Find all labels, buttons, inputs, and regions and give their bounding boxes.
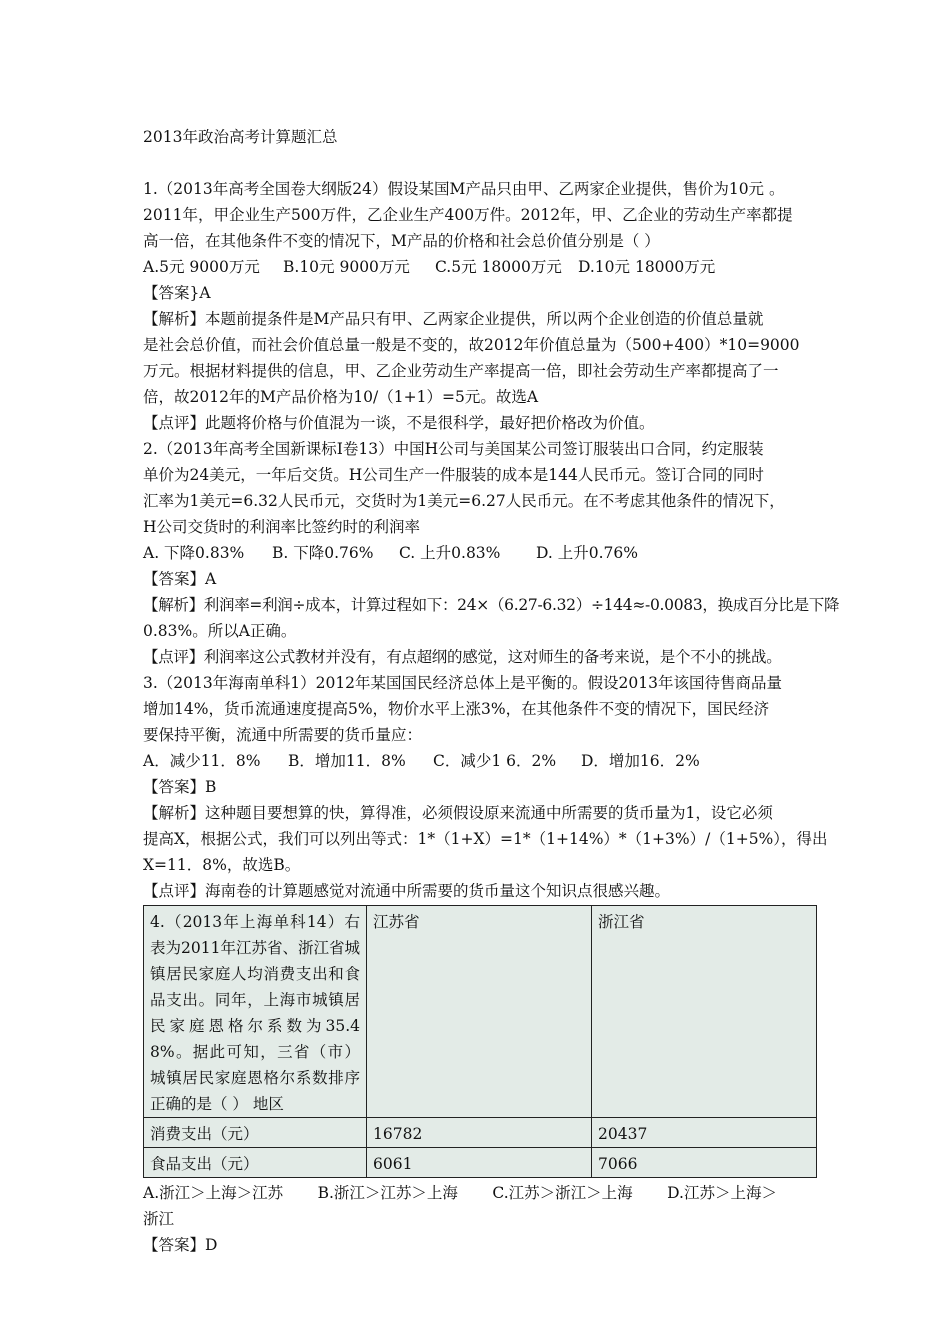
engel-data-table: [143, 905, 817, 1178]
table-cell: 7066: [592, 1148, 817, 1178]
question-text-line: 高一倍，在其他条件不变的情况下，M产品的价格和社会总价值分别是（ ）: [143, 232, 660, 250]
answer-options-continued: 浙江: [143, 1210, 175, 1228]
table-header-row: [144, 906, 817, 1118]
answer: 【答案}A: [143, 284, 211, 302]
question-text-line: 1.（2013年高考全国卷大纲版24）假设某国M产品只由甲、乙两家企业提供，售价为10元 。: [143, 180, 785, 198]
option-c: C．减少1 6．2%: [433, 752, 557, 770]
table-row: [144, 1118, 817, 1148]
question-text-line: 单价为24美元，一年后交货。H公司生产一件服装的成本是144人民币元。签订合同的同时: [143, 466, 764, 484]
table-row: [144, 1148, 817, 1178]
answer: 【答案】B: [143, 778, 217, 796]
option-c: C.5元 18000万元: [435, 258, 562, 276]
analysis-line: 【解析】利润率=利润÷成本，计算过程如下：24×（6.27-6.32）÷144≈-0.0083，换成百分比是下降: [143, 596, 840, 614]
comment: 【点评】此题将价格与价值混为一谈，不是很科学，最好把价格改为价值。: [143, 414, 655, 432]
analysis-line: 0.83%。所以A正确。: [143, 622, 297, 640]
question-3: [143, 670, 828, 904]
option-d: D. 上升0.76%: [536, 544, 638, 562]
row-label: 食品支出（元）: [144, 1148, 367, 1178]
question-2: [143, 436, 840, 670]
question-text-line: 增加14%，货币流通速度提高5%，物价水平上涨3%，在其他条件不变的情况下，国民经济: [143, 700, 770, 718]
question-text-line: H公司交货时的利润率比签约时的利润率: [143, 518, 421, 536]
answer-options: [143, 748, 816, 774]
answer: 【答案】D: [143, 1236, 218, 1254]
analysis-line: 是社会总价值，而社会价值总量一般是不变的，故2012年价值总量为（500+400）*10=9000: [143, 336, 800, 354]
analysis-line: 万元。根据材料提供的信息，甲、乙企业劳动生产率提高一倍，即社会劳动生产率都提高了一: [143, 362, 779, 380]
option-d: D．增加16．2%: [581, 752, 700, 770]
option-a: A. 下降0.83%: [143, 544, 245, 562]
table-cell: 16782: [367, 1118, 592, 1148]
row-label: 消费支出（元）: [144, 1118, 367, 1148]
option-c: C. 上升0.83%: [399, 544, 501, 562]
column-header-zhejiang: 浙江省: [592, 906, 817, 1118]
question-text-line: 3.（2013年海南单科1）2012年某国国民经济总体上是平衡的。假设2013年该国待售商品量: [143, 674, 782, 692]
comment: 【点评】海南卷的计算题感觉对流通中所需要的货币量这个知识点很感兴趣。: [143, 882, 671, 900]
analysis-line: 倍，故2012年的M产品价格为10/（1+1）=5元。故选A: [143, 388, 539, 406]
analysis-line: 【解析】本题前提条件是M产品只有甲、乙两家企业提供，所以两个企业创造的价值总量就: [143, 310, 764, 328]
document-title: 2013年政治高考计算题汇总: [143, 128, 338, 146]
answer-options: A.浙江＞上海＞江苏 B.浙江＞江苏＞上海 C.江苏＞浙江＞上海 D.江苏＞上海＞: [143, 1184, 777, 1202]
analysis-line: 【解析】这种题目要想算的快，算得准，必须假设原来流通中所需要的货币量为1，设它必须: [143, 804, 773, 822]
table-cell: 20437: [592, 1118, 817, 1148]
comment: 【点评】利润率这公式教材并没有，有点超纲的感觉，这对师生的备考来说，是个不小的挑战。: [143, 648, 782, 666]
question-1: [143, 176, 816, 436]
answer-options: [143, 540, 816, 566]
answer: 【答案】A: [143, 570, 217, 588]
question-4-text: 4.（2013年上海单科14）右表为2011年江苏省、浙江省城镇居民家庭人均消费支出和食品支出。同年，上海市城镇居民家庭恩格尔系数为35.48%。据此可知，三省（市）城镇居民家庭恩格尔系数排序正确的是（ ） 地区: [144, 906, 367, 1118]
question-text-line: 2011年，甲企业生产500万件，乙企业生产400万件。2012年，甲、乙企业的劳动生产率都提: [143, 206, 793, 224]
question-text-line: 要保持平衡，流通中所需要的货币量应：: [143, 726, 423, 744]
analysis-line: X=11．8%，故选B。: [143, 856, 301, 874]
question-4-options: [143, 1180, 816, 1258]
option-a: A．减少11．8%: [143, 752, 261, 770]
document-page: [143, 124, 840, 1258]
question-text-line: 汇率为1美元=6.32人民币元，交货时为1美元=6.27人民币元。在不考虑其他条件的情况下，: [143, 492, 785, 510]
option-a: A.5元 9000万元: [143, 258, 260, 276]
option-b: B.10元 9000万元: [283, 258, 410, 276]
option-b: B．增加11．8%: [288, 752, 406, 770]
column-header-jiangsu: 江苏省: [367, 906, 592, 1118]
option-b: B. 下降0.76%: [272, 544, 374, 562]
option-d: D.10元 18000万元: [578, 258, 716, 276]
answer-options: [143, 254, 816, 280]
table-cell: 6061: [367, 1148, 592, 1178]
analysis-line: 提高X，根据公式，我们可以列出等式：1*（1+X）=1*（1+14%）*（1+3%）/（1+5%），得出: [143, 830, 828, 848]
question-text-line: 2.（2013年高考全国新课标Ⅰ卷13）中国H公司与美国某公司签订服装出口合同，约定服装: [143, 440, 764, 458]
